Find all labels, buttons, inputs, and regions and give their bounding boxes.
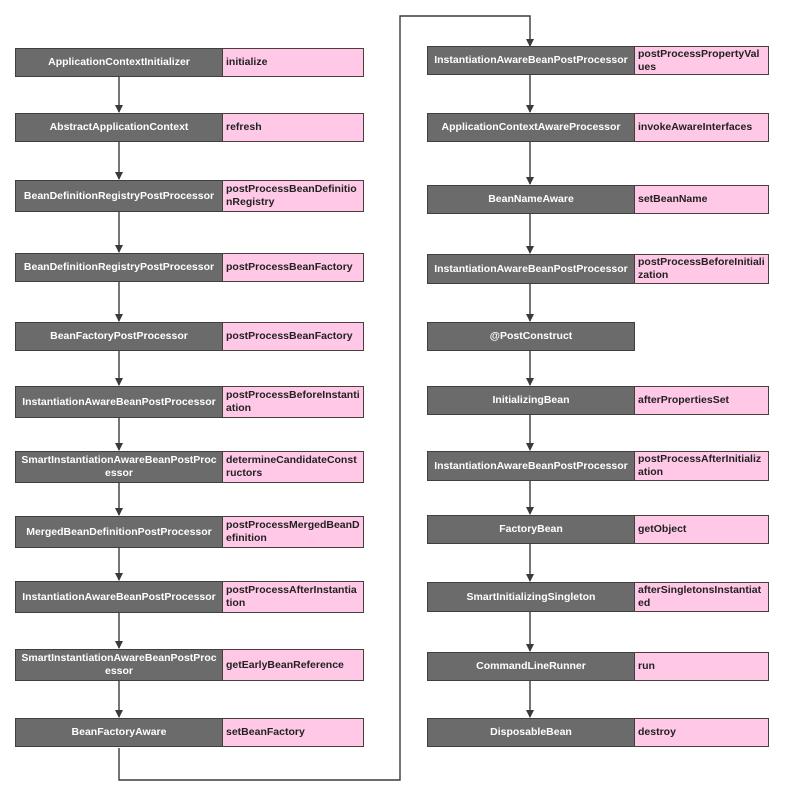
method-name-box: postProcessPropertyValues bbox=[635, 46, 769, 75]
class-name-box: InstantiationAwareBeanPostProcessor bbox=[427, 254, 635, 284]
class-name-box: ApplicationContextAwareProcessor bbox=[427, 113, 635, 142]
class-name-box: SmartInitializingSingleton bbox=[427, 582, 635, 612]
lifecycle-step bbox=[427, 46, 769, 75]
lifecycle-step bbox=[427, 515, 769, 544]
method-name-box: postProcessAfterInstantiation bbox=[223, 581, 364, 613]
class-name-box: FactoryBean bbox=[427, 515, 635, 544]
lifecycle-step bbox=[427, 718, 769, 747]
method-name-box: postProcessBeanFactory bbox=[223, 322, 364, 351]
method-name-box: setBeanName bbox=[635, 185, 769, 214]
method-name-box: postProcessBeanFactory bbox=[223, 253, 364, 282]
lifecycle-step bbox=[427, 113, 769, 142]
class-name-box: BeanFactoryPostProcessor bbox=[15, 322, 223, 351]
lifecycle-step bbox=[15, 649, 364, 681]
lifecycle-step bbox=[15, 113, 364, 142]
method-name-box: postProcessBeanDefinitionRegistry bbox=[223, 180, 364, 212]
class-name-box: BeanFactoryAware bbox=[15, 718, 223, 747]
class-name-box: SmartInstantiationAwareBeanPostProcessor bbox=[15, 649, 223, 681]
method-name-box: setBeanFactory bbox=[223, 718, 364, 747]
class-name-box: ApplicationContextInitializer bbox=[15, 48, 223, 77]
class-name-box: InstantiationAwareBeanPostProcessor bbox=[427, 46, 635, 75]
class-name-box: MergedBeanDefinitionPostProcessor bbox=[15, 516, 223, 548]
lifecycle-step bbox=[427, 652, 769, 681]
class-name-box: InitializingBean bbox=[427, 386, 635, 415]
lifecycle-step bbox=[15, 48, 364, 77]
method-name-box: afterPropertiesSet bbox=[635, 386, 769, 415]
class-name-box: InstantiationAwareBeanPostProcessor bbox=[427, 451, 635, 481]
method-name-box: invokeAwareInterfaces bbox=[635, 113, 769, 142]
lifecycle-step bbox=[15, 451, 364, 483]
class-name-box: InstantiationAwareBeanPostProcessor bbox=[15, 581, 223, 613]
lifecycle-step bbox=[15, 180, 364, 212]
lifecycle-step bbox=[427, 185, 769, 214]
class-name-box: SmartInstantiationAwareBeanPostProcessor bbox=[15, 451, 223, 483]
method-name-box: postProcessBeforeInitialization bbox=[635, 254, 769, 284]
method-name-box: determineCandidateConstructors bbox=[223, 451, 364, 483]
class-name-box: DisposableBean bbox=[427, 718, 635, 747]
lifecycle-step bbox=[15, 581, 364, 613]
method-name-box: destroy bbox=[635, 718, 769, 747]
method-name-box: getObject bbox=[635, 515, 769, 544]
class-name-box: BeanDefinitionRegistryPostProcessor bbox=[15, 180, 223, 212]
lifecycle-step bbox=[427, 254, 769, 284]
lifecycle-step bbox=[427, 451, 769, 481]
method-name-box: postProcessMergedBeanDefinition bbox=[223, 516, 364, 548]
method-name-box: initialize bbox=[223, 48, 364, 77]
class-name-box: AbstractApplicationContext bbox=[15, 113, 223, 142]
method-name-box: afterSingletonsInstantiated bbox=[635, 582, 769, 612]
method-name-box: run bbox=[635, 652, 769, 681]
lifecycle-step bbox=[427, 582, 769, 612]
method-name-box: postProcessAfterInitialization bbox=[635, 451, 769, 481]
lifecycle-step bbox=[15, 322, 364, 351]
lifecycle-step bbox=[427, 322, 635, 351]
lifecycle-step bbox=[427, 386, 769, 415]
lifecycle-step bbox=[15, 516, 364, 548]
lifecycle-step bbox=[15, 386, 364, 418]
class-name-box: @PostConstruct bbox=[427, 322, 635, 351]
lifecycle-step bbox=[15, 718, 364, 747]
method-name-box: postProcessBeforeInstantiation bbox=[223, 386, 364, 418]
class-name-box: CommandLineRunner bbox=[427, 652, 635, 681]
class-name-box: BeanNameAware bbox=[427, 185, 635, 214]
method-name-box: refresh bbox=[223, 113, 364, 142]
lifecycle-step bbox=[15, 253, 364, 282]
method-name-box: getEarlyBeanReference bbox=[223, 649, 364, 681]
class-name-box: BeanDefinitionRegistryPostProcessor bbox=[15, 253, 223, 282]
class-name-box: InstantiationAwareBeanPostProcessor bbox=[15, 386, 223, 418]
